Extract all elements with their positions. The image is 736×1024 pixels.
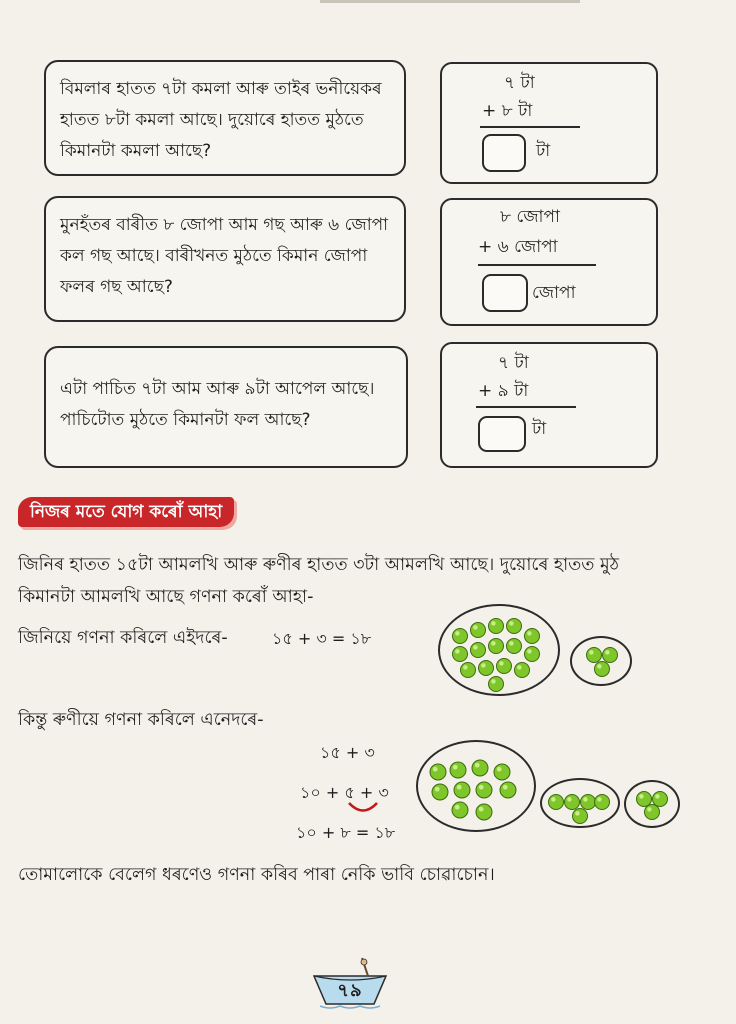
sum-rule: [480, 126, 580, 128]
amla-fruit-icon: [500, 782, 516, 798]
jini-equation: ১৫ + ৩ = ১৮: [272, 629, 372, 648]
unit-label-3: টা: [532, 419, 547, 439]
five-fruit-group: [540, 778, 620, 828]
fruit-cluster-10: [418, 742, 534, 830]
page-number-boat: [310, 954, 390, 1018]
three-fruit-group: [624, 780, 680, 828]
sum-rule: [476, 406, 576, 408]
amla-fruit-icon: [494, 764, 510, 780]
answer-box-1: [440, 62, 658, 184]
fruit-cluster-3: [572, 638, 630, 684]
question-box-1: [44, 60, 406, 176]
question-text-1: বিমলাৰ হাতত ৭টা কমলা আৰু তাইৰ ভনীয়েকৰ হাতত ৮টা কমলা আছে। দুয়োৰে হাতত মুঠতে কিমানটা কমলা আছে?: [60, 79, 382, 161]
amla-fruit-icon: [432, 784, 448, 800]
ten-fruit-group: [416, 740, 536, 832]
amla-fruit-icon: [454, 782, 470, 798]
addend-line-2: + ৯ টা: [478, 381, 529, 401]
amla-fruit-icon: [515, 663, 530, 678]
intro-line-1: জিনিৰ হাতত ১৫টা আমলখি আৰু ৰুণীৰ হাতত ৩টা আমলখি আছে। দুয়োৰে হাতত মুঠ: [18, 555, 620, 575]
page-number: ৭৯: [337, 980, 363, 1001]
amla-fruit-icon: [595, 662, 610, 677]
amla-fruit-icon: [525, 629, 540, 644]
section-heading: নিজৰ মতে যোগ কৰোঁ আহা: [18, 497, 234, 527]
amla-fruit-icon: [549, 795, 564, 810]
amla-fruit-icon: [476, 804, 492, 820]
addend-line-2: + ৬ জোপা: [478, 237, 558, 257]
amla-fruit-icon: [653, 792, 668, 807]
amla-fruit-icon: [497, 659, 512, 674]
amla-fruit-icon: [452, 802, 468, 818]
runi-fruit-group: [570, 636, 632, 686]
amla-fruit-icon: [479, 661, 494, 676]
addend-line-1: ৭ টা: [504, 73, 535, 93]
question-box-2: [44, 196, 406, 322]
amla-fruit-icon: [450, 762, 466, 778]
grouping-arc: [346, 800, 380, 816]
jini-fruit-group: [438, 604, 560, 696]
runi-step-2: ১০ + ৫ + ৩: [300, 783, 389, 802]
question-text-3: এটা পাচিত ৭টা আম আৰু ৯টা আপেল আছে। পাচিটোত মুঠতে কিমানটা ফল আছে?: [60, 379, 375, 430]
amla-fruit-icon: [489, 619, 504, 634]
addend-line-1: ৭ টা: [498, 353, 529, 373]
unit-label-2: জোপা: [532, 283, 576, 303]
amla-fruit-icon: [471, 643, 486, 658]
amla-fruit-icon: [489, 677, 504, 692]
sum-rule: [478, 264, 596, 266]
answer-box-3: [440, 342, 658, 468]
question-box-3: [44, 346, 408, 468]
amla-fruit-icon: [581, 795, 596, 810]
question-text-2: মুনহঁতৰ বাৰীত ৮ জোপা আম গছ আৰু ৬ জোপা কল গছ আছে। বাৰীখনত মুঠতে কিমান জোপা ফলৰ গছ আছে?: [60, 215, 389, 297]
amla-fruit-icon: [430, 764, 446, 780]
fruit-cluster-3b: [626, 782, 678, 826]
amla-fruit-icon: [453, 647, 468, 662]
amla-fruit-icon: [637, 792, 652, 807]
amla-fruit-icon: [603, 648, 618, 663]
amla-fruit-icon: [453, 629, 468, 644]
amla-fruit-icon: [507, 639, 522, 654]
unit-label-1: টা: [536, 141, 551, 161]
amla-fruit-icon: [489, 639, 504, 654]
fruit-cluster-15: [440, 606, 558, 694]
amla-fruit-icon: [476, 782, 492, 798]
top-edge-line: [320, 0, 580, 3]
answer-blank-2[interactable]: [482, 274, 528, 312]
addend-line-1: ৮ জোপা: [500, 207, 560, 227]
amla-fruit-icon: [565, 795, 580, 810]
amla-fruit-icon: [525, 647, 540, 662]
amla-fruit-icon: [595, 795, 610, 810]
addend-line-2: + ৮ টা: [482, 101, 533, 121]
amla-fruit-icon: [587, 648, 602, 663]
amla-fruit-icon: [507, 619, 522, 634]
intro-line-2: কিমানটা আমলখি আছে গণনা কৰোঁ আহা-: [18, 587, 314, 607]
amla-fruit-icon: [573, 809, 588, 824]
runi-step-3: ১০ + ৮ = ১৮: [296, 823, 396, 842]
amla-fruit-icon: [645, 805, 660, 820]
runi-label: কিন্তু ৰুণীয়ে গণনা কৰিলে এনেদৰে-: [18, 710, 264, 730]
amla-fruit-icon: [472, 760, 488, 776]
amla-fruit-icon: [461, 663, 476, 678]
amla-fruit-icon: [471, 623, 486, 638]
jini-label: জিনিয়ে গণনা কৰিলে এইদৰে-: [18, 628, 228, 648]
answer-blank-3[interactable]: [478, 416, 526, 452]
answer-blank-1[interactable]: [482, 134, 526, 172]
fruit-cluster-5: [542, 780, 618, 826]
answer-box-2: [440, 198, 658, 326]
runi-step-1: ১৫ + ৩: [320, 743, 375, 762]
closing-question: তোমালোকে বেলেগ ধৰণেও গণনা কৰিব পাৰা নেকি ভাবি চোৱাচোন।: [18, 865, 495, 885]
